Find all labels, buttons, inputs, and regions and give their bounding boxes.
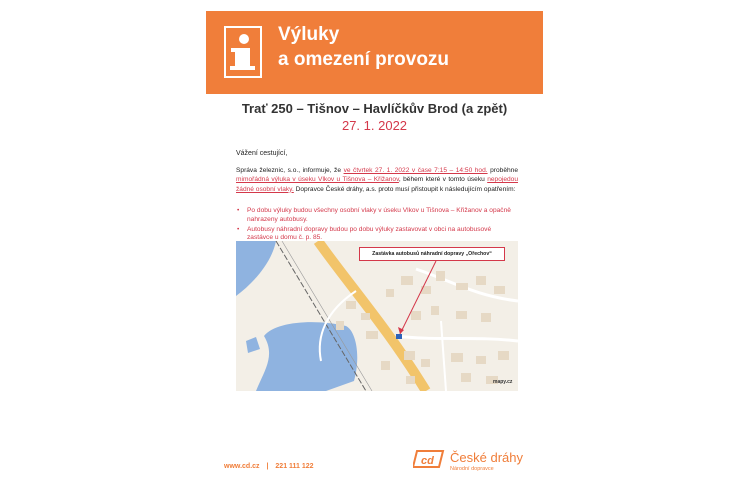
measures-list (236, 207, 518, 244)
company-tagline: Národní dopravce (450, 466, 494, 472)
banner-title-line-2: a omezení provozu (278, 49, 450, 70)
phone-number: 221 111 122 (275, 463, 314, 470)
location-map (236, 241, 518, 391)
measure-item: • Po dobu výluky budou všechny osobní vlaky v úseku Vlkov u Tišnova – Křižanov a opačně nahrazeny autobusy. (236, 207, 518, 225)
route-heading: Trať 250 – Tišnov – Havlíčkův Brod (a zpět) (241, 101, 508, 116)
web-link[interactable]: www.cd.cz (224, 463, 260, 470)
banner-title-line-1: Výluky (278, 24, 340, 45)
measure-item: • Autobusy náhradní dopravy budou po dobu výluky zastavovat v obci na autobusové zastávce u domu č. p. 85. (236, 226, 518, 244)
map-attribution: mapy.cz (493, 379, 513, 385)
greeting: Vážení cestující, (236, 150, 288, 157)
svg-text:cd: cd (421, 455, 434, 467)
bus-stop-callout: Zastávka autobusů náhradní dopravy „Ořechov“ (359, 247, 505, 261)
paragraph-text-1: Správa železnic, s.o., informuje, že (236, 167, 344, 174)
closure-time: ve čtvrtek 27. 1. 2022 v čase 7:15 – 14:50 hod. (343, 167, 488, 174)
info-icon (224, 26, 262, 78)
closure-section: mimořádná výluka v úseku Vlkov u Tišnova – Křižanov (236, 176, 399, 184)
paragraph-text-2: proběhne (487, 167, 518, 174)
company-name: České dráhy (450, 450, 523, 465)
no-trains-notice: nepojedou žádné osobní vlaky. (236, 176, 518, 193)
footer-contacts (224, 463, 319, 470)
notice-paragraph (236, 166, 518, 194)
closure-date: 27. 1. 2022 (341, 118, 408, 133)
bus-stop-marker (396, 334, 402, 339)
ceske-drahy-logo (413, 449, 447, 469)
paragraph-text-4: Dopravce České dráhy, a.s. proto musí přistoupit k následujícím opatřením: (293, 185, 516, 193)
footer-separator: | (266, 463, 269, 470)
map-graphic (236, 241, 518, 391)
banner-title (278, 22, 449, 72)
paragraph-text-3: , během které v tomto úseku (398, 176, 488, 184)
pond-water (256, 322, 357, 391)
